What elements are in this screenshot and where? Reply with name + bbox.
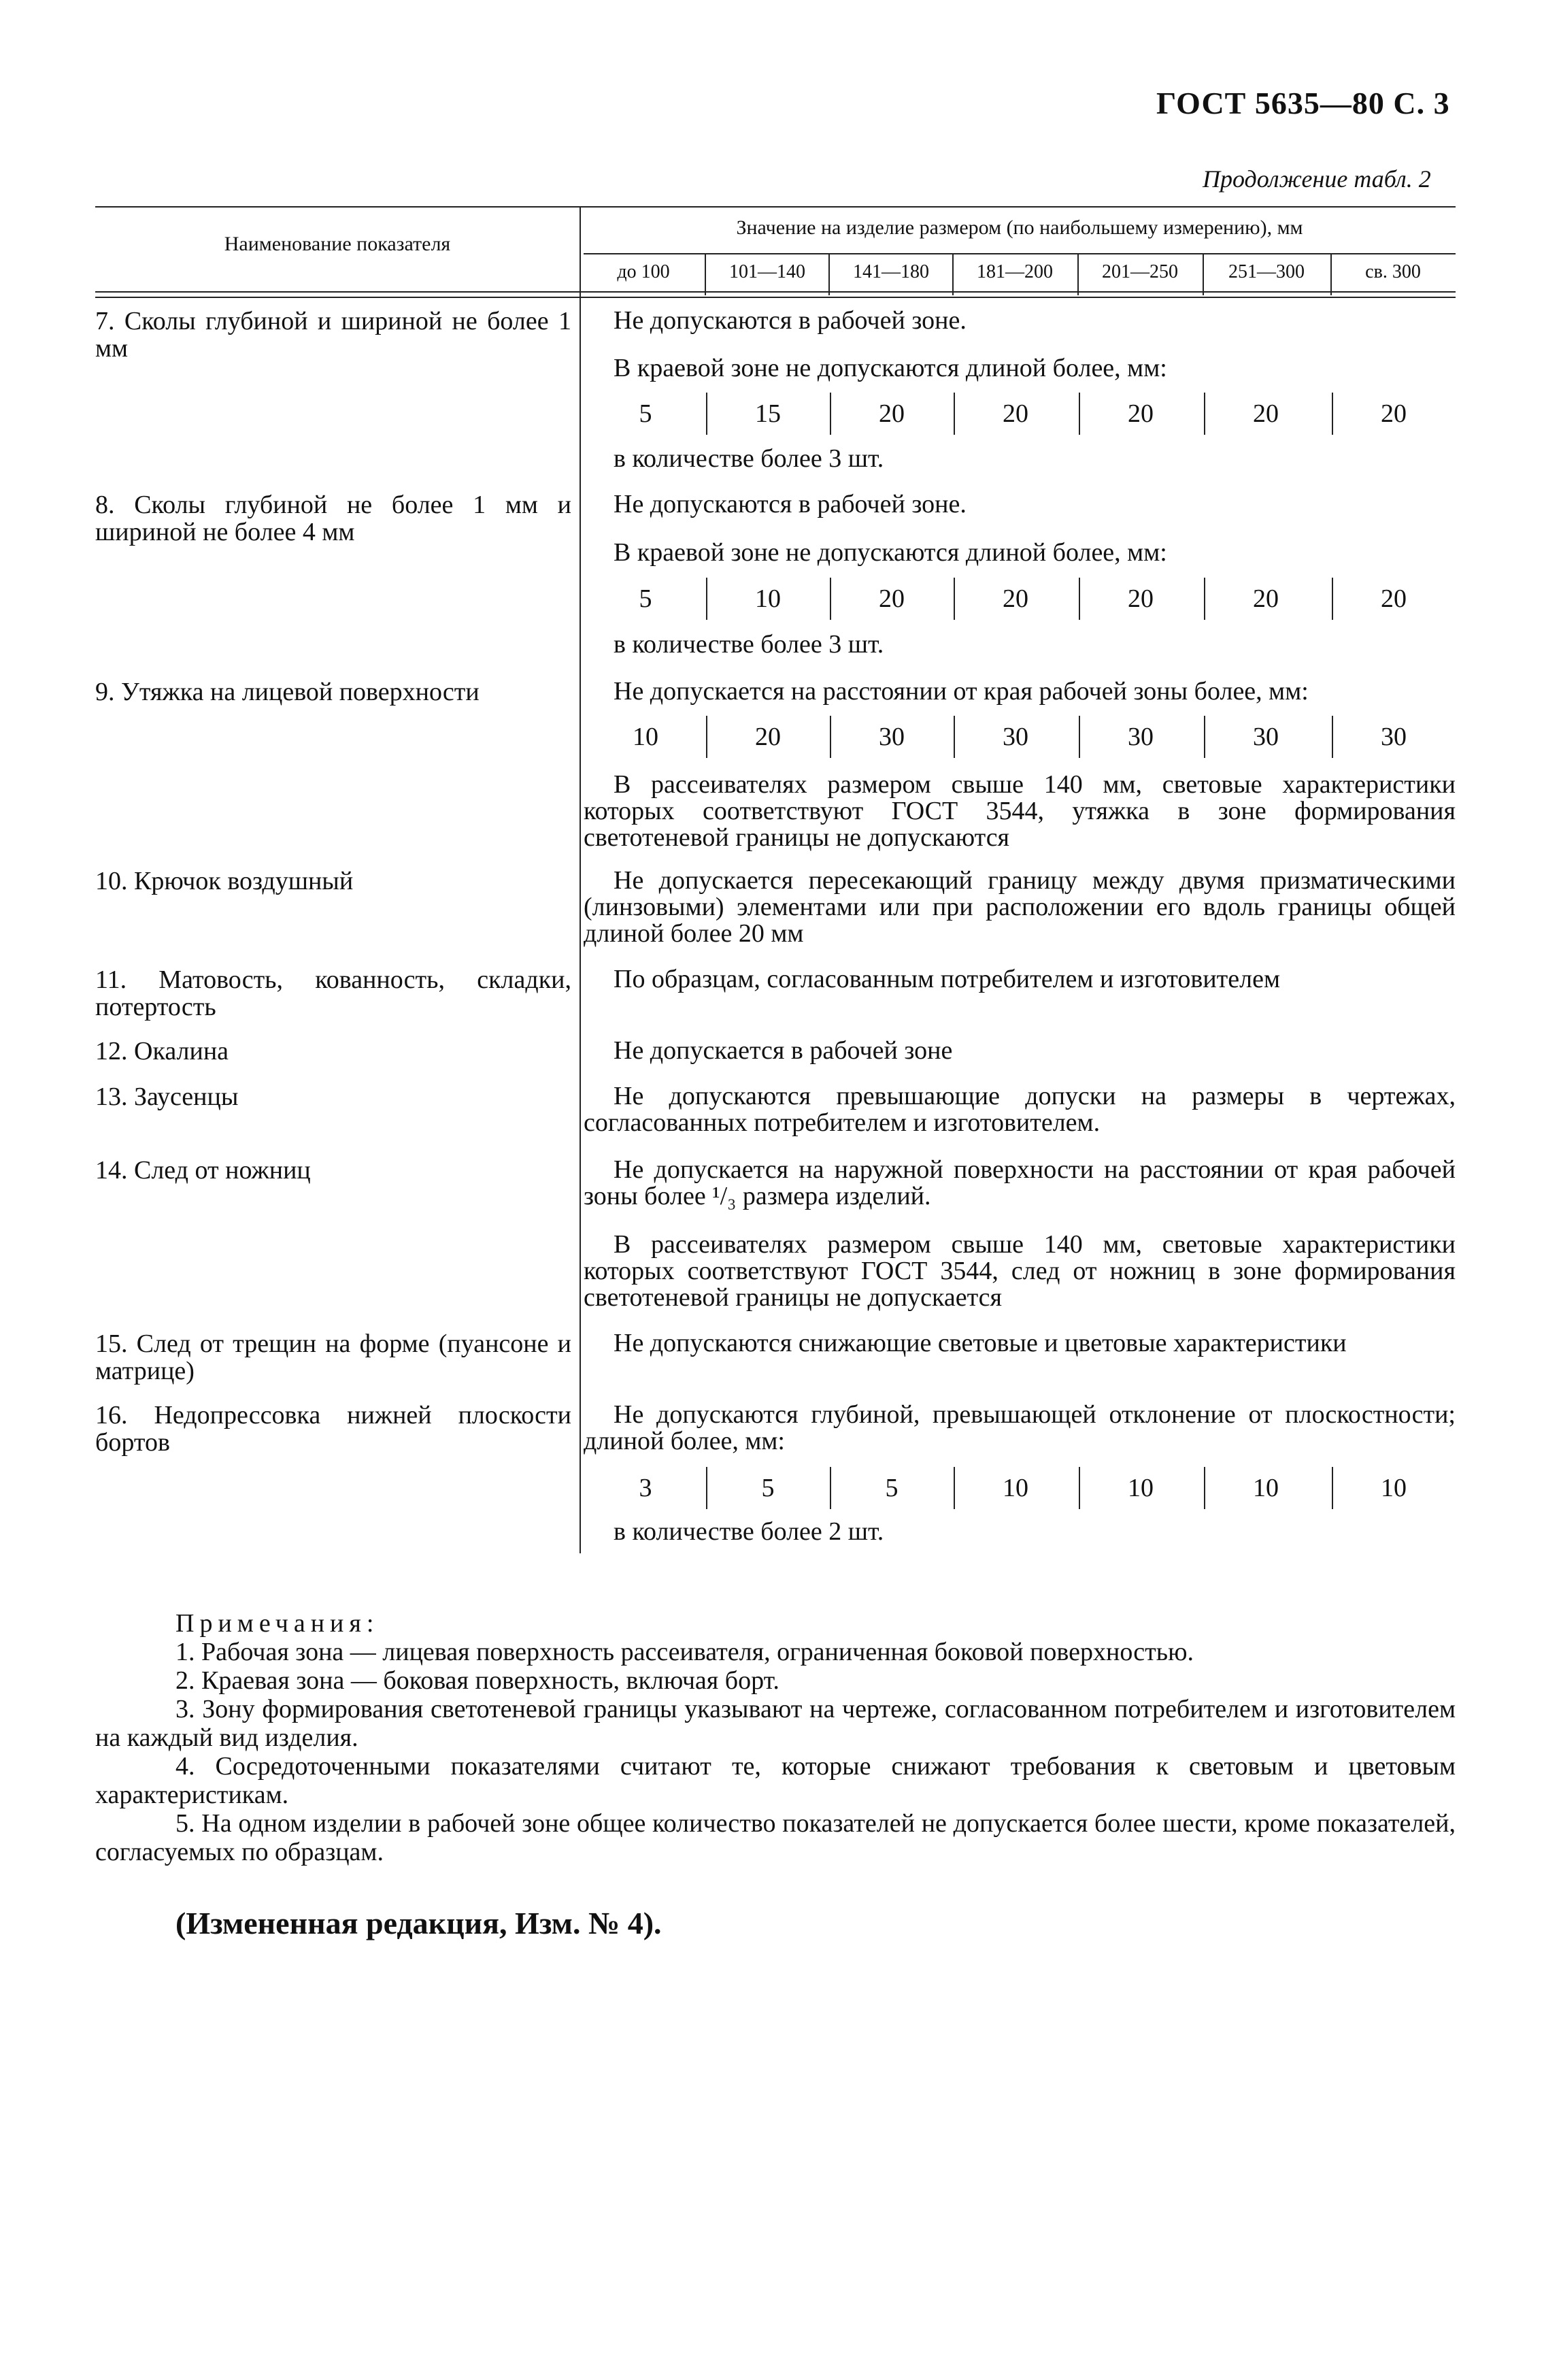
- row-text: В рассеивателях размером свыше 140 мм, световые характеристики которых соответствуют ГОСТ 3544, след от ножниц в зоне формирования светотеневой границы не допускается: [584, 1230, 1456, 1312]
- size-col-header: св. 300: [1365, 261, 1421, 282]
- header-bottom-rule-2: [95, 297, 1456, 298]
- value-cell: 20: [1003, 584, 1028, 613]
- value-cell: 20: [1381, 399, 1407, 428]
- row-text: В рассеивателях размером свыше 140 мм, световые характеристики которых соответствуют ГОСТ 3544, утяжка в зоне формирования светотеневой границы не допускаются: [584, 770, 1456, 852]
- note-item: 3. Зону формирования светотеневой границы указывают на чертеже, согласованном потребителем и изготовителем на каждый вид изделия.: [95, 1695, 1456, 1752]
- row-name: 8. Сколы глубиной не более 1 мм и шириной не более 4 мм: [95, 491, 571, 546]
- value-cell: 30: [1003, 723, 1028, 751]
- page-reference: ГОСТ 5635—80 С. 3: [1156, 86, 1450, 120]
- value-cell: 30: [1253, 723, 1279, 751]
- note-item: 1. Рабочая зона — лицевая поверхность рассеивателя, ограниченная боковой поверхностью.: [175, 1638, 1194, 1666]
- column-divider: [580, 206, 581, 1553]
- value-cell: 30: [1381, 723, 1407, 751]
- row-name: 16. Недопрессовка нижней плоскости бортов: [95, 1401, 571, 1457]
- row-text: Не допускаются глубиной, превышающей отклонение от плоскостности; длиной более, мм:: [584, 1400, 1456, 1455]
- row-name: 15. След от трещин на форме (пуансоне и матрице): [95, 1329, 571, 1385]
- col-value-header: Значение на изделие размером (по наибольшему измерению), мм: [736, 216, 1303, 239]
- value-row: [584, 578, 1456, 620]
- value-cell: 20: [1128, 584, 1154, 613]
- row-name: 14. След от ножниц: [95, 1156, 311, 1185]
- value-cell: 10: [1003, 1474, 1028, 1502]
- value-row: [584, 716, 1456, 758]
- value-row: [584, 1467, 1456, 1509]
- notes-title: Примечания:: [175, 1609, 380, 1638]
- row-text: В краевой зоне не допускаются длиной более, мм:: [614, 538, 1167, 567]
- row-text: Не допускаются в рабочей зоне.: [614, 306, 967, 335]
- row-text: В краевой зоне не допускаются длиной более, мм:: [614, 354, 1167, 382]
- value-cell: 5: [639, 399, 652, 428]
- value-cell: 5: [885, 1474, 899, 1502]
- value-cell: 30: [879, 723, 905, 751]
- size-col-header: 201—250: [1102, 261, 1178, 282]
- value-cell: 10: [1253, 1474, 1279, 1502]
- row-text: Не допускаются снижающие световые и цветовые характеристики: [614, 1329, 1347, 1357]
- value-cell: 15: [755, 399, 781, 428]
- header-bottom-rule: [95, 291, 1456, 293]
- value-row: [584, 393, 1456, 435]
- size-col-header: 141—180: [853, 261, 929, 282]
- value-cell: 10: [1128, 1474, 1154, 1502]
- row-name: 7. Сколы глубиной и шириной не более 1 мм: [95, 307, 571, 363]
- row-text: По образцам, согласованным потребителем и изготовителем: [614, 965, 1281, 993]
- size-col-header: 251—300: [1228, 261, 1305, 282]
- value-cell: 20: [879, 399, 905, 428]
- value-cell: 20: [1128, 399, 1154, 428]
- row-text: в количестве более 3 шт.: [614, 444, 884, 473]
- value-cell: 3: [639, 1474, 652, 1502]
- value-cell: 5: [639, 584, 652, 613]
- value-cell: 20: [879, 584, 905, 613]
- row-name: 12. Окалина: [95, 1037, 229, 1065]
- header-mid-rule: [584, 253, 1456, 254]
- row-text: Не допускаются в рабочей зоне.: [614, 490, 967, 518]
- row-text: Не допускаются превышающие допуски на размеры в чертежах, согласованных потребителем и изготовителем.: [584, 1082, 1456, 1137]
- note-item: 4. Сосредоточенными показателями считают те, которые снижают требования к световым и цветовым характеристикам.: [95, 1752, 1456, 1809]
- size-col-header: до 100: [617, 261, 670, 282]
- notes-section: [95, 1609, 1456, 1866]
- row-name: 9. Утяжка на лицевой поверхности: [95, 678, 480, 706]
- value-cell: 20: [1381, 584, 1407, 613]
- row-text: в количестве более 2 шт.: [614, 1517, 884, 1546]
- header-sep: [1203, 253, 1204, 295]
- value-cell: 5: [761, 1474, 775, 1502]
- size-col-header: 101—140: [729, 261, 805, 282]
- table-continuation-label: Продолжение табл. 2: [1203, 165, 1431, 193]
- value-cell: 20: [755, 723, 781, 751]
- col-name-header: Наименование показателя: [224, 233, 451, 255]
- row-text: Не допускается на расстоянии от края рабочей зоны более, мм:: [614, 677, 1309, 706]
- amendment-note: (Измененная редакция, Изм. № 4).: [175, 1906, 662, 1940]
- row-text: Не допускается в рабочей зоне: [614, 1036, 953, 1065]
- note-item: 2. Краевая зона — боковая поверхность, включая борт.: [175, 1666, 779, 1695]
- value-cell: 30: [1128, 723, 1154, 751]
- row-text: Не допускается на наружной поверхности на расстоянии от края рабочей зоны более ¹/₃ размера изделий.: [584, 1155, 1456, 1210]
- row-name: 13. Заусенцы: [95, 1082, 239, 1111]
- value-cell: 10: [1381, 1474, 1407, 1502]
- row-text: Не допускается пересекающий границу между двумя призматическими (линзовыми) элементами или при расположении его вдоль границы общей длиной более 20 мм: [584, 866, 1456, 948]
- table-top-rule: [95, 206, 1456, 208]
- row-name: 10. Крючок воздушный: [95, 867, 354, 895]
- value-cell: 10: [755, 584, 781, 613]
- row-name: 11. Матовость, кованность, складки, потертость: [95, 965, 571, 1021]
- value-cell: 20: [1003, 399, 1028, 428]
- value-cell: 20: [1253, 399, 1279, 428]
- row-text: в количестве более 3 шт.: [614, 630, 884, 659]
- note-item: 5. На одном изделии в рабочей зоне общее количество показателей не допускается более шести, кроме показателей, согласуемых по образцам.: [95, 1809, 1456, 1866]
- size-col-header: 181—200: [977, 261, 1053, 282]
- value-cell: 10: [633, 723, 658, 751]
- value-cell: 20: [1253, 584, 1279, 613]
